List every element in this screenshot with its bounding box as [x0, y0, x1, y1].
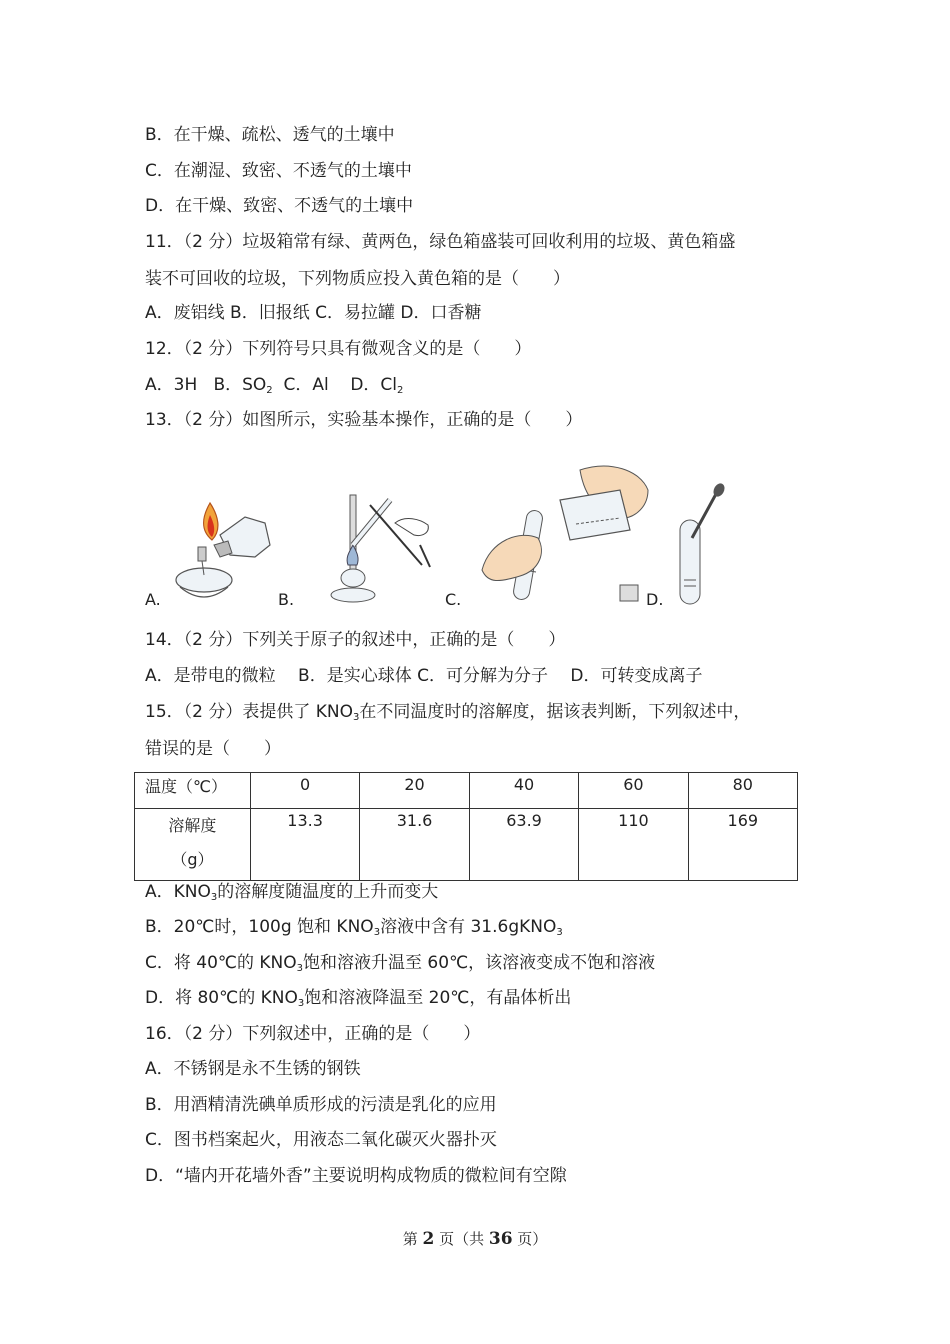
table-cell: 20	[360, 773, 469, 809]
q12-option-d: D．$Cl_2$	[350, 375, 404, 396]
total-pages: 36	[488, 1229, 513, 1249]
q14-options: A．是带电的微粒 B．是实心球体 C．可分解为分子 D．可转变成离子	[145, 666, 703, 686]
table-cell: 63.9	[469, 809, 578, 881]
table-cell: 169	[688, 809, 797, 881]
q12-options	[145, 374, 403, 396]
table-cell: 80	[688, 773, 797, 809]
q15-option-d: D．将 80℃的 $KNO_3$饱和溶液降温至 20℃，有晶体析出	[145, 988, 572, 1009]
page-footer: 第 2 页（共 36 页）	[402, 1229, 548, 1249]
q12-option-a: A．3H	[145, 375, 198, 395]
q11-stem-line2: 装不可回收的垃圾，下列物质应投入黄色箱的是（ ）	[145, 269, 570, 289]
q16-option-c: C．图书档案起火，用液态二氧化碳灭火器扑灭	[145, 1130, 497, 1150]
q14-stem: 14．（2 分）下列关于原子的叙述中，正确的是（ ）	[145, 630, 566, 650]
q15-stem-line1: 15．（2 分）表提供了 $KNO_3$在不同温度时的溶解度，据该表判断，下列叙述中，	[145, 702, 751, 723]
q10-option-c: C．在潮湿、致密、不透气的土壤中	[145, 161, 412, 181]
figure-label-b: B.	[278, 590, 295, 609]
table-row-solubility	[135, 809, 798, 881]
solubility-table	[134, 772, 798, 881]
figure-label-a: A.	[145, 590, 161, 609]
table-cell: 31.6	[360, 809, 469, 881]
q15-option-b: B．20℃时，100g 饱和 $KNO_3$溶液中含有 31.6gKNO$_3$	[145, 917, 563, 938]
figure-a-alcohol-lamp	[170, 495, 280, 607]
table-cell: 60	[579, 773, 688, 809]
q10-option-d: D．在干燥、致密、不透气的土壤中	[145, 196, 414, 216]
q12-option-b: B．$SO_2$	[213, 375, 273, 396]
table-header-solubility: 溶解度 （g）	[135, 809, 251, 881]
table-row-temperature	[135, 773, 798, 809]
q15-option-c: C．将 40℃的 $KNO_3$饱和溶液升温至 60℃，该溶液变成不饱和溶液	[145, 953, 656, 974]
table-cell: 110	[579, 809, 688, 881]
figure-c-pouring-liquid	[480, 460, 650, 608]
figure-b-heating-tube	[310, 485, 440, 607]
page-number: 2	[422, 1229, 435, 1249]
q12-stem: 12．（2 分）下列符号只具有微观含义的是（ ）	[145, 339, 532, 359]
q16-option-a: A．不锈钢是永不生锈的钢铁	[145, 1059, 361, 1079]
q11-options: A．废铝线 B．旧报纸 C．易拉罐 D．口香糖	[145, 303, 482, 323]
q13-stem: 13．（2 分）如图所示，实验基本操作，正确的是（ ）	[145, 410, 583, 430]
q11-stem-line1: 11．（2 分）垃圾箱常有绿、黄两色，绿色箱盛装可回收利用的垃圾、黄色箱盛	[145, 232, 736, 252]
table-cell: 0	[250, 773, 359, 809]
q16-option-b: B．用酒精清洗碘单质形成的污渍是乳化的应用	[145, 1095, 497, 1115]
q16-stem: 16．（2 分）下列叙述中，正确的是（ ）	[145, 1024, 481, 1044]
figure-label-c: C.	[445, 590, 462, 609]
figure-label-d: D.	[646, 590, 664, 609]
q15-option-a: A．$KNO_3$的溶解度随温度的上升而变大	[145, 882, 439, 903]
figure-d-dropper	[672, 482, 732, 608]
q10-option-b: B．在干燥、疏松、透气的土壤中	[145, 125, 395, 145]
table-header-temperature: 温度（℃）	[135, 773, 251, 809]
table-cell: 40	[469, 773, 578, 809]
q16-option-d: D．“墙内开花墙外香”主要说明构成物质的微粒间有空隙	[145, 1166, 567, 1186]
q12-option-c: C．Al	[283, 375, 329, 395]
q15-stem-line2: 错误的是（ ）	[145, 739, 281, 759]
table-cell: 13.3	[250, 809, 359, 881]
